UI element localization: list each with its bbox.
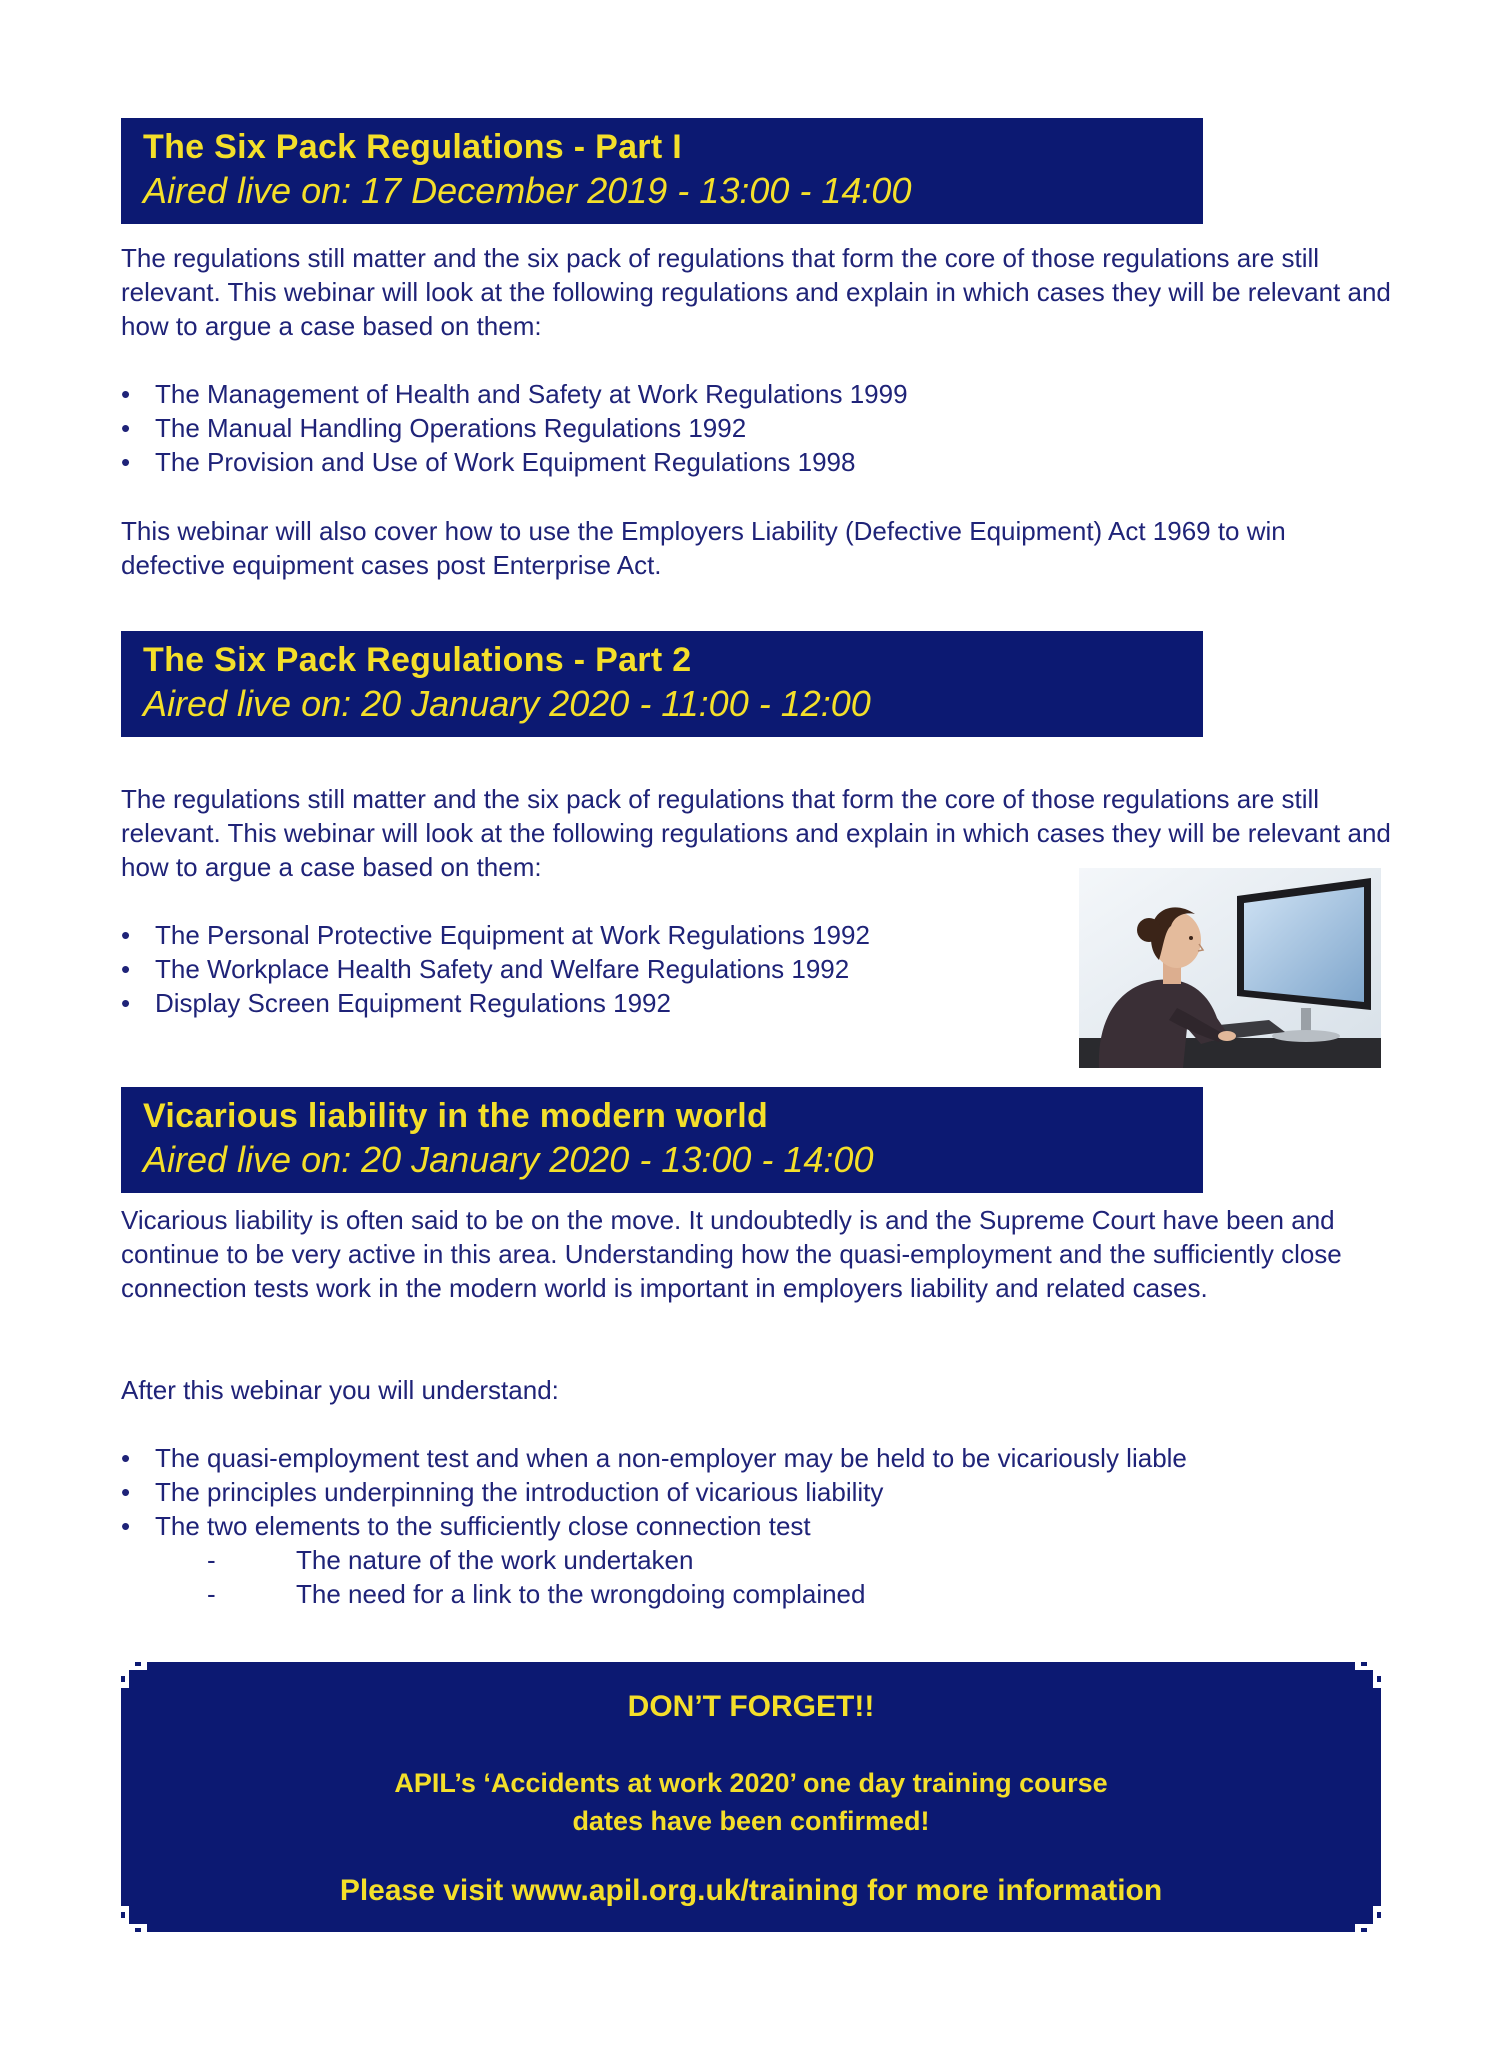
bullet-icon: • <box>121 1443 131 1473</box>
section-1-title: The Six Pack Regulations - Part I <box>143 128 682 166</box>
list-item: • The Workplace Health Safety and Welfare Regulations 1992 <box>121 954 850 984</box>
callout-heading: DON’T FORGET!! <box>627 1690 875 1723</box>
section-1-outro: This webinar will also cover how to use the Employers Liability (Defective Equipment) Act 1969 to win defective equipment cases post Enterprise Act. <box>121 516 1286 580</box>
woman-at-computer-photo <box>1079 868 1381 1068</box>
callout-message: APIL’s ‘Accidents at work 2020’ one day training course dates have been confirmed! <box>394 1768 1108 1836</box>
bullet-icon: • <box>121 954 131 984</box>
bullet-icon: • <box>121 447 131 477</box>
list-item: - The nature of the work undertaken <box>207 1545 694 1575</box>
section-3-banner <box>121 1087 1203 1193</box>
list-item: • The Management of Health and Safety at Work Regulations 1999 <box>121 379 908 409</box>
bullet-icon: • <box>121 988 131 1018</box>
section-3-lead: After this webinar you will understand: <box>121 1375 559 1405</box>
list-item: • The two elements to the sufficiently close connection test <box>121 1511 811 1541</box>
bullet-icon: • <box>121 413 131 443</box>
section-2-subtitle: Aired live on: 20 January 2020 - 11:00 - 12:00 <box>143 683 871 724</box>
woman-at-computer-illustration <box>1079 868 1381 1068</box>
bullet-icon: • <box>121 1511 131 1541</box>
section-3-intro: Vicarious liability is often said to be on the move. It undoubtedly is and the Supreme Court have been and continue to be very active in this area. Understanding how the quasi-employment and the sufficiently close connection tests work in the modern world is important in employers liability and related cases. <box>121 1205 1342 1303</box>
section-3-title: Vicarious liability in the modern world <box>143 1097 769 1135</box>
section-1-bullet-list <box>121 377 908 479</box>
section-2-title: The Six Pack Regulations - Part 2 <box>143 641 692 679</box>
list-item: • The principles underpinning the introduction of vicarious liability <box>121 1477 884 1507</box>
dont-forget-callout <box>121 1662 1381 1932</box>
section-1-intro: The regulations still matter and the six pack of regulations that form the core of those regulations are still relevant. This webinar will look at the following regulations and explain in which cases they will be relevant and how to argue a case based on them: <box>121 243 1391 341</box>
list-item: • The Manual Handling Operations Regulations 1992 <box>121 413 747 443</box>
list-item: • The Personal Protective Equipment at Work Regulations 1992 <box>121 920 870 950</box>
list-item: - The need for a link to the wrongdoing complained <box>207 1579 866 1609</box>
section-2-intro: The regulations still matter and the six pack of regulations that form the core of those regulations are still relevant. This webinar will look at the following regulations and explain in which cases they will be relevant and how to argue a case based on them: <box>121 784 1391 882</box>
section-3-subtitle: Aired live on: 20 January 2020 - 13:00 - 14:00 <box>143 1139 874 1180</box>
callout-link-text: Please visit www.apil.org.uk/training for more information <box>339 1874 1163 1907</box>
section-1-banner <box>121 118 1203 224</box>
bullet-icon: • <box>121 1477 131 1507</box>
bullet-icon: • <box>121 920 131 950</box>
list-item: • The quasi-employment test and when a non-employer may be held to be vicariously liable <box>121 1443 1187 1473</box>
list-item: • The Provision and Use of Work Equipment Regulations 1998 <box>121 447 856 477</box>
bullet-icon: • <box>121 379 131 409</box>
section-2-banner <box>121 631 1203 737</box>
section-3-sub-list <box>121 1543 865 1611</box>
dash-icon: - <box>207 1545 216 1575</box>
section-2-bullet-list <box>121 918 870 1020</box>
dash-icon: - <box>207 1579 216 1609</box>
list-item: • Display Screen Equipment Regulations 1992 <box>121 988 671 1018</box>
section-3-bullet-list <box>121 1441 1187 1543</box>
section-1-subtitle: Aired live on: 17 December 2019 - 13:00 - 14:00 <box>143 170 912 211</box>
